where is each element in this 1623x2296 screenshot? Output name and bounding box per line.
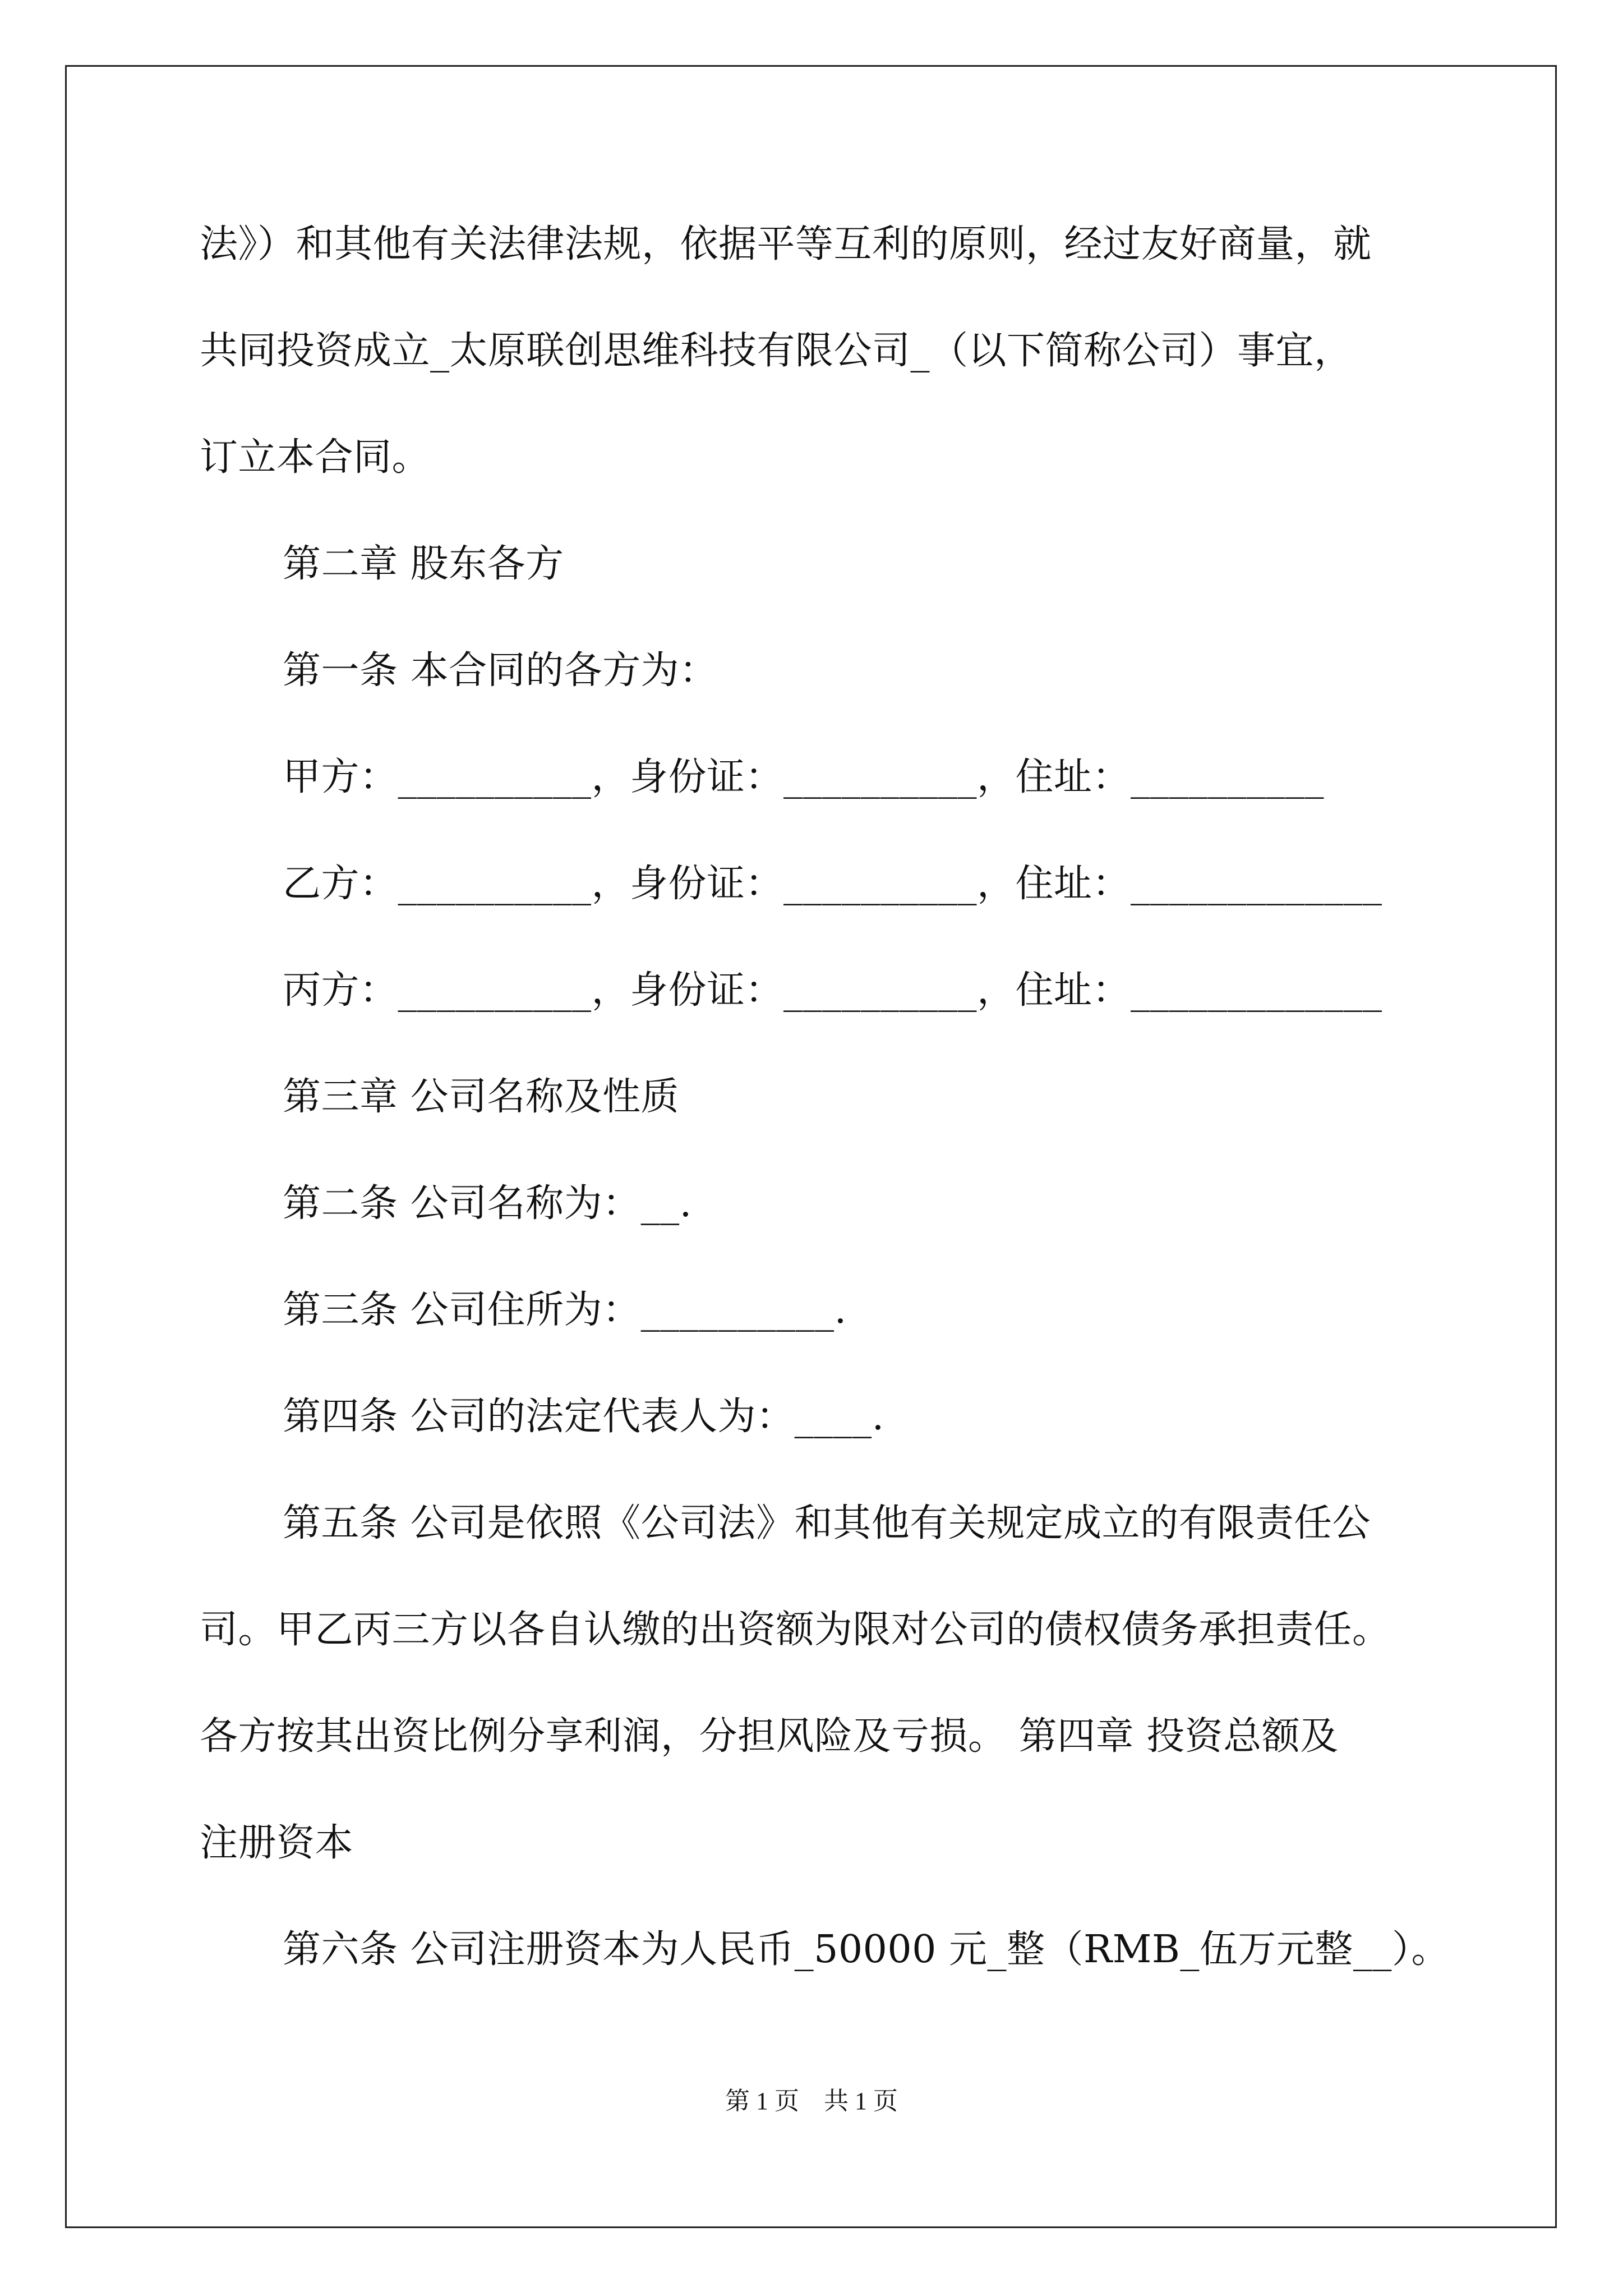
chapter-heading: 第三章 公司名称及性质 (283, 1075, 680, 1119)
article-line: 第一条 本合同的各方为： (283, 648, 718, 693)
article-line: 第六条 公司注册资本为人民币_50000 元_整（RMB_伍万元整__）。 (283, 1927, 1450, 1972)
article-line: 第二条 公司名称为：__. (283, 1181, 692, 1226)
paragraph-line: 法》）和其他有关法律法规，依据平等互利的原则，经过友好商量，就 (200, 222, 1372, 266)
party-a-line: 甲方：__________，身份证：__________，住址：__________ (283, 755, 1325, 799)
chapter-heading: 第二章 股东各方 (283, 542, 564, 586)
article-line: 第五条 公司是依照《公司法》和其他有关规定成立的有限责任公 (283, 1501, 1371, 1545)
party-b-line: 乙方：__________，身份证：__________，住址：_____________ (283, 862, 1382, 906)
paragraph-line: 司。甲乙丙三方以各自认缴的出资额为限对公司的债权债务承担责任。 (200, 1608, 1391, 1652)
paragraph-line: 订立本合同。 (200, 435, 431, 480)
article-line: 第三条 公司住所为：__________. (283, 1288, 847, 1332)
page-number: 第 1 页 共 1 页 (725, 2087, 898, 2115)
article-line: 第四条 公司的法定代表人为：____. (283, 1395, 884, 1439)
paragraph-line: 各方按其出资比例分享利润，分担风险及亏损。 第四章 投资总额及 (200, 1714, 1339, 1759)
party-c-line: 丙方：__________，身份证：__________，住址：_____________ (283, 968, 1382, 1013)
document-body (200, 219, 1450, 2031)
paragraph-line: 注册资本 (200, 1821, 354, 1865)
paragraph-line: 共同投资成立_太原联创思维科技有限公司_（以下简称公司）事宜， (200, 329, 1353, 373)
